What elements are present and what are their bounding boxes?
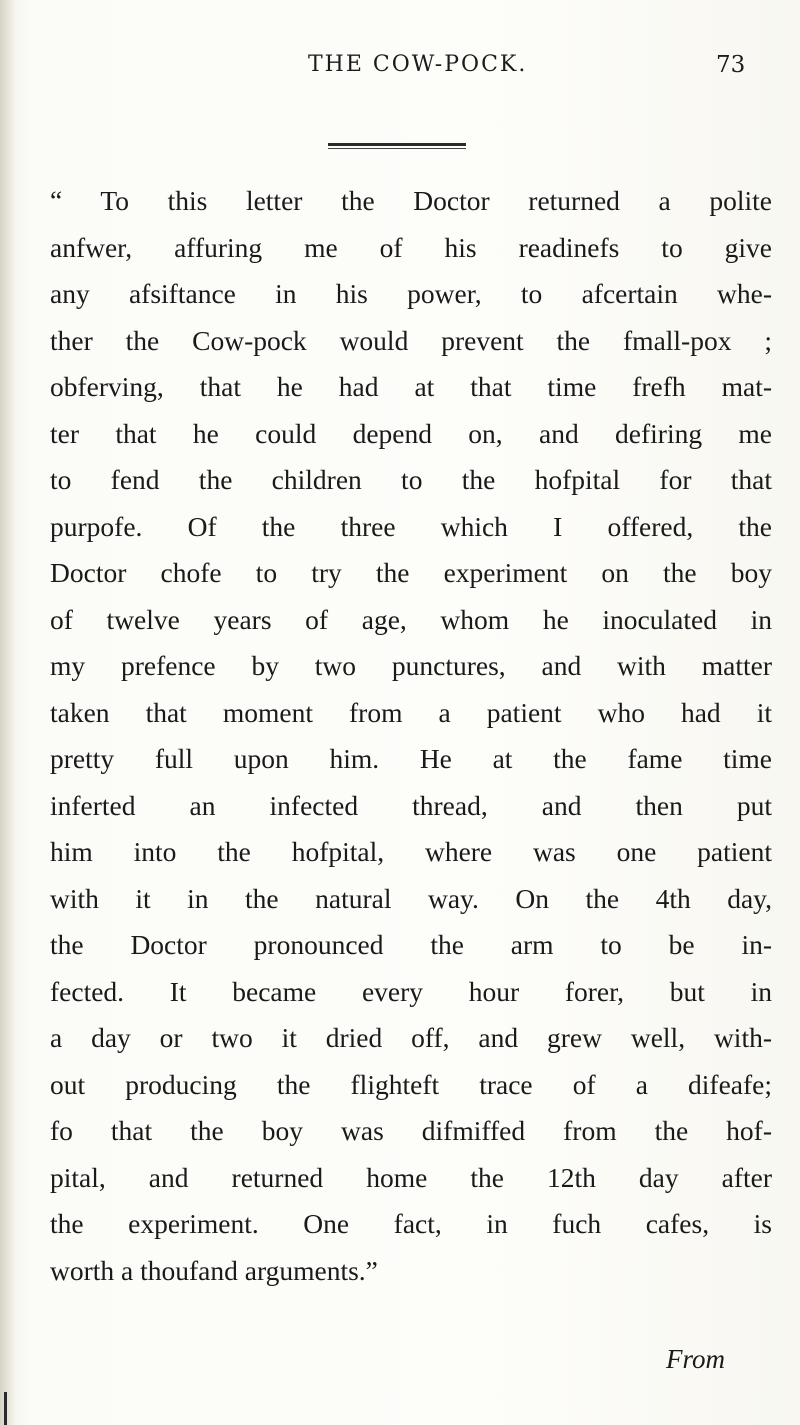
- text-line: purpofe. Of the three which I offered, the: [50, 510, 772, 542]
- text-line: the Doctor pronounced the arm to be in-: [50, 929, 772, 960]
- text-line: fo that the boy was difmiffed from the hof-: [50, 1115, 772, 1146]
- page-number: 73: [716, 52, 746, 78]
- catchword: From: [666, 1344, 725, 1374]
- text-line: any afsiftance in his power, to afcertain whe-: [50, 278, 772, 309]
- text-line: inferted an infected thread, and then put: [50, 789, 772, 821]
- text-line: pital, and returned home the 12th day after: [50, 1161, 772, 1193]
- text-line: to fend the children to the hofpital for that: [50, 464, 772, 495]
- text-line: taken that moment from a patient who had it: [50, 696, 772, 728]
- text-line: him into the hofpital, where was one patient: [50, 836, 772, 867]
- text-line: the experiment. One fact, in fuch cafes, is: [50, 1208, 772, 1239]
- text-line: pretty full upon him. He at the fame time: [50, 743, 772, 774]
- text-line: with it in the natural way. On the 4th day,: [50, 882, 772, 914]
- text-line: worth a thoufand arguments.”: [50, 1254, 378, 1286]
- text-line: fected. It became every hour forer, but in: [50, 975, 772, 1007]
- text-line: anfwer, affuring me of his readinefs to give: [50, 231, 772, 263]
- text-line: a day or two it dried off, and grew well, with-: [50, 1022, 772, 1053]
- text-line: obferving, that he had at that time frefh mat-: [50, 371, 772, 402]
- text-line: Doctor chofe to try the experiment on the boy: [50, 557, 772, 588]
- text-line: ter that he could depend on, and defiring me: [50, 417, 772, 449]
- ornamental-rule: [328, 143, 466, 149]
- text-line: of twelve years of age, whom he inoculated in: [50, 603, 772, 635]
- binding-gutter: [0, 0, 16, 1425]
- text-line: ther the Cow-pock would prevent the fmall-pox ;: [50, 324, 772, 356]
- text-line: “ To this letter the Doctor returned a polite: [50, 185, 772, 216]
- rule-thick-line: [328, 143, 466, 146]
- text-line: my prefence by two punctures, and with matter: [50, 650, 772, 681]
- binding-mark: [4, 1392, 7, 1425]
- running-title: THE COW-POCK.: [308, 52, 528, 77]
- rule-thin-line: [328, 148, 466, 149]
- body-paragraph: [50, 178, 772, 1294]
- text-line: out producing the flighteft trace of a difeafe;: [50, 1068, 772, 1100]
